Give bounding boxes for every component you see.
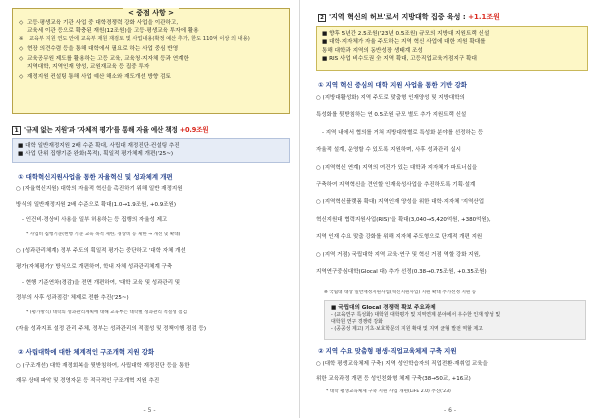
summary-marker: ◇ <box>19 74 24 80</box>
subheading-title: 대학혁신지원사업을 통한 자율혁신 및 성과체계 개편 <box>25 173 173 181</box>
subheading-number: ① <box>18 173 24 181</box>
summary-item <box>19 45 283 53</box>
subheading-number: ② <box>318 347 324 355</box>
subheading-title: 지역 수요 맞춤형 평생·직업교육체제 구축 지원 <box>325 347 457 355</box>
subheading-1 <box>18 172 173 181</box>
key-point: ■ 대학·지자체가 자율 주도하는 지역 혁신 사업에 대한 지원 확대를 <box>322 39 486 46</box>
paragraph-line: ○ (지역 거점) 국립대학 지역 교육·연구 및 혁신 거점 역할 강화 지원, <box>316 251 481 258</box>
paragraph-line: 정부의 사후 성과점검' 체제로 전환 추진('25~) <box>16 295 129 302</box>
summary-item <box>19 19 283 27</box>
paragraph-line: 위한 교육과정 개편 등 성인친화형 체제 구축(38→50교, +16교) <box>316 375 471 382</box>
section-amount: +0.9조원 <box>179 126 209 134</box>
summary-title: < 중점 사항 > <box>123 8 179 18</box>
paragraph-line: 재무 상태 파악 및 경영자문 등 적극적인 구조개혁 지원 추진 <box>16 378 160 384</box>
subheading-2 <box>18 347 154 356</box>
summary-marker: ※ <box>19 36 24 42</box>
key-point: ■ 대학 일반재정지원 2배 수준 확대, 사립대 재정진단·컨설팅 추진 <box>18 143 180 149</box>
note-line: * (평가방식) 대학의 성과관리계획에 대해 교육부는 대학별 성과관리 적절성 점검 <box>26 309 188 315</box>
section-amount: +1.1조원 <box>468 13 500 21</box>
paragraph-line: ○ (지방대활성화) 지역 주도로 맞춤형 인재양성 및 지방대학의 <box>316 95 465 101</box>
summary-marker: ◇ <box>19 20 24 26</box>
page-right <box>300 0 600 418</box>
key-point: ■ 사업 단위 집행기준 완화(목적), 획일적 평가체제 개편('25~) <box>18 151 174 158</box>
key-point: ■ RIS 사업 비수도권 全 지역 확대, 고등직업교육거점지구 확대 <box>322 56 477 63</box>
summary-item <box>19 55 283 63</box>
summary-item <box>19 27 283 35</box>
subheading-title: 사립대학에 대한 체계적인 구조개혁 지원 강화 <box>25 348 155 356</box>
paragraph-line: - 지역 내에서 협의를 거쳐 지방대학별로 특성화 분야를 선정하는 등 <box>322 129 484 136</box>
key-point: 통해 대학과 지역의 동반성장 생태계 조성 <box>322 47 423 54</box>
inset-title: ■ 국립대의 Glocal 경쟁력 확보 주요과제 <box>331 305 436 311</box>
summary-text: 교육세 이관 등으로 확충된 재원(12조원)을 고등·평생교육 투자에 활용 <box>27 28 199 34</box>
paragraph-line: 평가(자체평가)' 방식으로 개편하여, 학내 자체 성과관리체계 구축 <box>16 264 173 270</box>
footnote: ※ 국립대 대상 일반재정지원사업(혁신지원사업) 지원 확대 추가선정 지원 등 <box>324 290 477 295</box>
section-title: '지역 혁신의 허브'로서 지방대학 집중 육성 : <box>329 13 466 21</box>
summary-list <box>19 19 283 81</box>
key-points-box <box>316 26 588 71</box>
section-1-heading <box>12 124 208 135</box>
page-number: - 5 - <box>143 407 156 414</box>
page-number: - 6 - <box>444 407 456 414</box>
summary-text: 교육공무원 제도를 활용하는 고등 교육, 교육청·지자체 등과 연계한 <box>27 56 189 62</box>
summary-text: 재정지원 컨설팅 통해 사업 예산 해소와 재도개선 방향 검토 <box>27 74 171 80</box>
inset-item: - (공공성 제고) 기초·보호학문의 지원 확대 및 지역 균형 발전 역할 제고 <box>331 326 483 332</box>
paragraph-line: - 현행 기준연차(경감)을 전면 개편하여, '대학 교육 및 성과관리 및 <box>22 279 181 286</box>
summary-text: 지역대학, 지역인재 양성, 교원재교육 등 집중 투자 <box>27 64 150 70</box>
section-2-heading <box>318 12 500 22</box>
summary-text: 고등·평생교육 기관 사업 중 대학경쟁력 강화 사업을 이관하고, <box>27 20 179 26</box>
subheading-2 <box>318 346 457 355</box>
note-line: * 대학 평생교육체제 구축 지원 사업 개편(LiFE 2.0) 추진('23) <box>326 389 451 394</box>
key-points-box <box>12 138 290 163</box>
inset-item: 대학원 연구 경쟁력 강화 <box>331 319 383 325</box>
paragraph-line: ○ (성과관리체계) 정부 주도의 획일적 평가는 중단하고 '대학 자체 개선 <box>16 248 186 255</box>
note-line: * 사업비 집행기준(현행 기준 교육 목적 제한, 경상비 등 제한 → 개선 및 확대) <box>26 231 181 237</box>
paragraph-line: (자율 성과지표 설정 관리 주체, 정부는 성과관리의 적절성 및 정책이행 점검 등) <box>16 326 206 333</box>
paragraph-line: 자율적 설계, 운영할 수 있도록 지원하며, 사후 성과관리 실시 <box>316 147 461 154</box>
key-point: ■ 향후 5년간 2.5조원('23년 0.5조원) 규모의 지방대 지원트랙 신설 <box>322 31 490 37</box>
paragraph-line: 지역 인재 수요 맞춤 강화를 위해 지자체 주도형으로 단계적 개편 지원 <box>316 234 483 241</box>
summary-marker: ◇ <box>19 56 24 62</box>
subheading-number: ② <box>18 348 24 356</box>
summary-item <box>19 63 283 71</box>
subheading-1 <box>318 80 467 89</box>
summary-text: 교육부 지원 연도 안에 교육부 재원 재검토 및 사업내용(확정 예산 추가, 한도 110억 이상 의 내용) <box>29 36 250 42</box>
summary-item <box>19 35 283 43</box>
summary-text: 현장 의견수렴 등을 통해 대학에서 필요로 하는 사업 중심 반영 <box>27 46 179 52</box>
paragraph-line: 특성화를 뒷받침하는 연 0.5조원 규모 별도 추가 지원트랙 신설 <box>316 112 467 119</box>
inset-item: - (교육연구 특성화) 대학원 대학평가 및 지역연계 분야에서 우수한 인재 양성 및 <box>331 312 501 318</box>
paragraph-line: - 인건비·경상비 사용을 일부 허용하는 등 집행의 자율성 제고 <box>22 217 168 224</box>
section-number: 2 <box>318 14 326 22</box>
summary-box <box>12 8 290 114</box>
section-title: '규제 없는 지원'과 '자체적 평가'를 통해 자율 예산 책정 <box>24 126 178 134</box>
section-number: 1 <box>12 126 21 135</box>
paragraph-line: ○ (대학 평생교육체제 구축) 지역 성인학습자의 직업전환·재취업 교육을 <box>316 361 488 367</box>
summary-item <box>19 73 283 81</box>
paragraph-line: ○ (지역혁신 연계) 지역의 여건가 있는 대학과 지자체가 파트너십을 <box>316 164 478 171</box>
paragraph-line: 방식의 일반재정지원 2배 수준으로 확대(1.0→1.9조원, +0.9조원) <box>16 201 176 208</box>
paragraph-line: ○ (자율혁신지원) 대학의 자율적 혁신을 촉진하기 위해 일반 재정지원 <box>16 186 183 192</box>
paragraph-line: ○ (구조개선) 대학 재정회복을 뒷받침하여, 사립대학 재정진단 등을 통한 <box>16 363 190 369</box>
paragraph-line: 구축하여 지역혁신을 견인할 인재육성사업을 추진하도록 기획·설계 <box>316 182 476 188</box>
subheading-number: ① <box>318 81 324 89</box>
summary-marker: ◇ <box>19 46 24 52</box>
paragraph-line: 혁신지원대 협력지원사업(RIS)'을 확대(3,040→5,420억원, +380억원), <box>316 216 491 223</box>
subheading-title: 지역 혁신 중심의 대학 지원 사업을 통한 기반 강화 <box>325 81 467 89</box>
inset-box <box>324 300 586 340</box>
paragraph-line: 지역연구중심대학(Glocal 대) 추가 선정(0.38→0.75조원, +0.35조원) <box>316 269 487 275</box>
paragraph-line: ○ (지역혁신플랫폼 확대) 지역인재 양성을 위한 대학·지자체 '지역산업 <box>316 199 485 206</box>
